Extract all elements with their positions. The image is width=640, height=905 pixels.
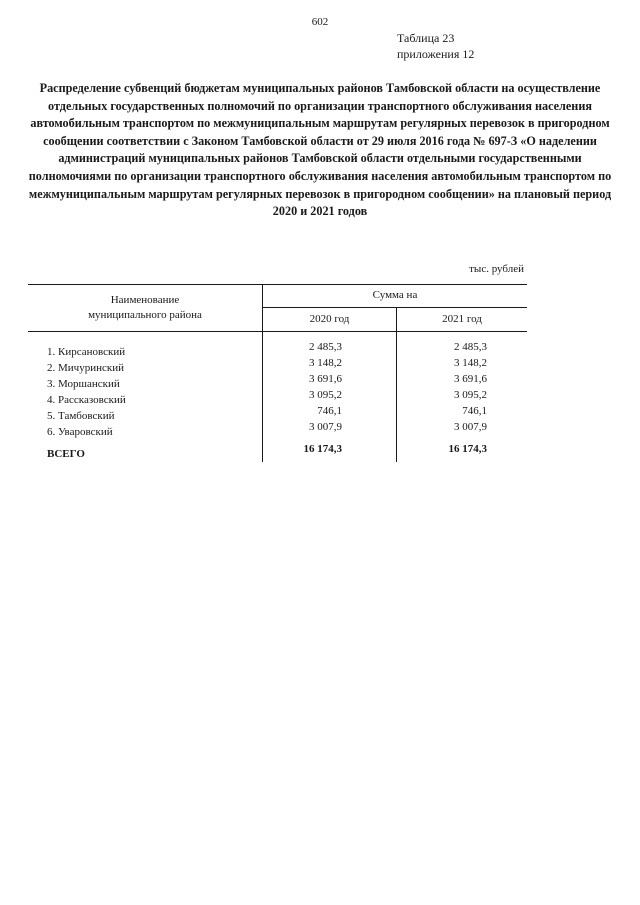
- column-header-2020: 2020 год: [309, 313, 350, 325]
- column-header-2021: 2021 год: [442, 313, 482, 325]
- value-2021: 2 485,3: [454, 341, 487, 353]
- column-header-name-line2: муниципального района: [88, 309, 202, 321]
- subheader-rule: [262, 307, 527, 308]
- district-name: 6. Уваровский: [47, 426, 113, 438]
- district-name: 3. Моршанский: [47, 378, 120, 390]
- value-2020: 2 485,3: [309, 341, 342, 353]
- total-2020: 16 174,3: [303, 443, 342, 455]
- document-title: Распределение субвенций бюджетам муниципальных районов Тамбовской области на осуществление отдельных государственных полномочий по организации транспортного обслуживания населения автомобильным транспортом по межмуниципальным маршрутам регулярных перевозок в пригородном сообщении соответствии с Законом Тамбовской области от 29 июля 2016 года № 697-З «О наделении администраций муниципальных районов Тамбовской области отдельными государственными полномочиями по организации транспортного обслуживания населения автомобильным транспортом по межмуниципальным маршрутам регулярных перевозок в пригородном сообщении» на плановый период 2020 и 2021 годов: [28, 81, 612, 219]
- total-label: ВСЕГО: [47, 448, 85, 460]
- district-name: 2. Мичуринский: [47, 362, 124, 374]
- column-header-name: [40, 293, 250, 323]
- header-bottom-rule: [28, 331, 527, 332]
- district-name: 1. Кирсановский: [47, 346, 126, 358]
- table-top-rule: [28, 284, 527, 285]
- column-divider-2: [396, 307, 397, 462]
- column-header-sum: Сумма на: [372, 289, 418, 301]
- district-name: 4. Рассказовский: [47, 394, 126, 406]
- page-number: 602: [311, 16, 329, 28]
- value-2020: 3 148,2: [309, 357, 342, 369]
- units-label: тыс. рублей: [469, 263, 524, 275]
- value-2020: 3 007,9: [309, 421, 342, 433]
- value-2021: 3 095,2: [454, 389, 487, 401]
- value-2021: 3 148,2: [454, 357, 487, 369]
- total-2021: 16 174,3: [448, 443, 487, 455]
- table-reference: [397, 30, 474, 62]
- table-ref-line1: Таблица 23: [397, 31, 455, 45]
- district-name: 5. Тамбовский: [47, 410, 115, 422]
- column-header-name-line1: Наименование: [110, 294, 180, 306]
- value-2021: 746,1: [462, 405, 487, 417]
- table-ref-line2: приложения 12: [397, 47, 475, 61]
- value-2020: 3 095,2: [309, 389, 342, 401]
- value-2020: 3 691,6: [309, 373, 342, 385]
- value-2021: 3 691,6: [454, 373, 487, 385]
- value-2021: 3 007,9: [454, 421, 487, 433]
- value-2020: 746,1: [317, 405, 342, 417]
